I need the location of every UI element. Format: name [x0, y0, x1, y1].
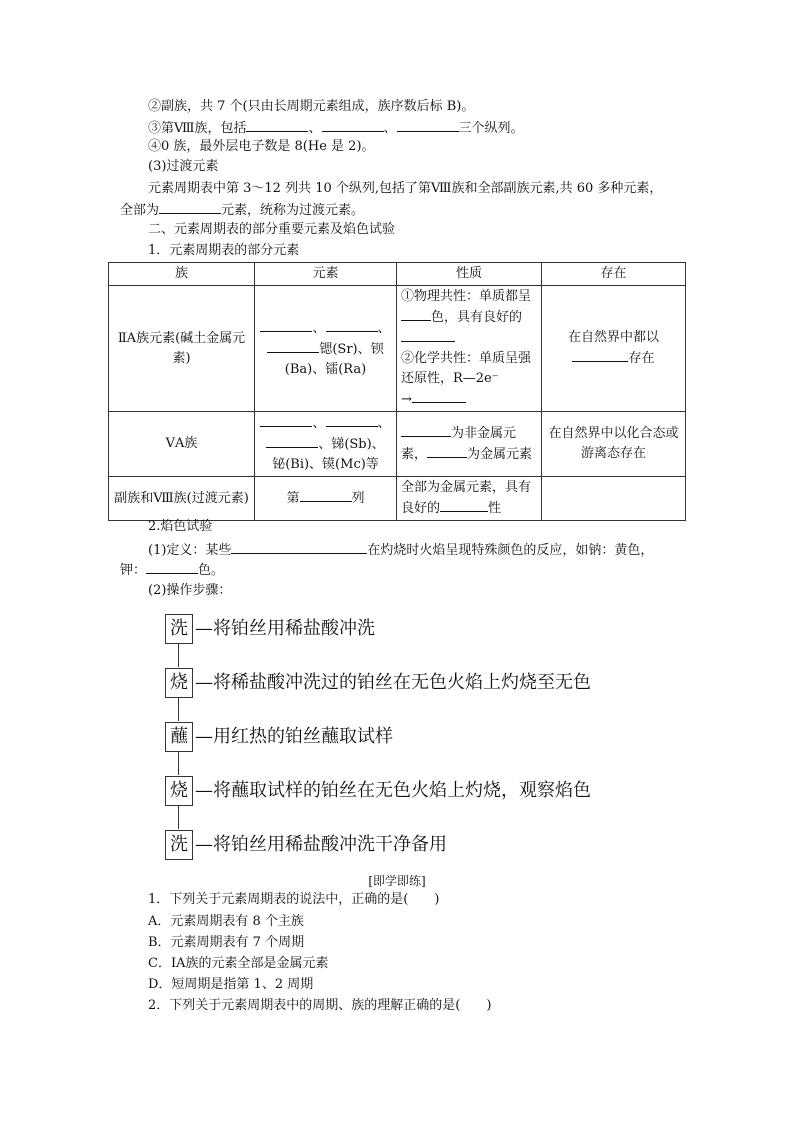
- group-cell: 副族和Ⅷ族(过渡元素): [109, 477, 255, 521]
- existence-cell: [542, 477, 686, 521]
- table-row: [109, 286, 686, 412]
- element-cell: [255, 477, 397, 521]
- element-cell: [255, 286, 397, 412]
- blank[interactable]: [266, 434, 318, 448]
- text: ①物理共性：单质都呈: [401, 289, 532, 304]
- text: 第: [286, 491, 300, 506]
- table-row: [109, 412, 686, 477]
- text: 存在: [628, 351, 655, 366]
- blank[interactable]: [300, 488, 352, 502]
- flame-potassium: [120, 560, 224, 580]
- blank[interactable]: [412, 389, 466, 403]
- table-header-row: [109, 263, 686, 286]
- separator: 、: [377, 320, 391, 336]
- text: 色，具有良好的: [431, 310, 523, 325]
- blank[interactable]: [326, 413, 378, 427]
- text: 为金属元素: [467, 447, 533, 462]
- element-table: [108, 262, 686, 521]
- separator: 、: [383, 121, 397, 136]
- blank[interactable]: [159, 200, 221, 214]
- option-d[interactable]: D．短周期是指第 1、2 周期: [148, 977, 314, 992]
- text: 色。: [198, 563, 225, 578]
- blank[interactable]: [401, 328, 455, 342]
- step-connector: [178, 643, 179, 667]
- element-cell: [255, 412, 397, 477]
- text: 锶(Sr)、钡: [319, 341, 384, 357]
- header-element: 元素: [255, 263, 397, 286]
- blank[interactable]: [246, 118, 308, 132]
- text: 全部为: [120, 203, 160, 218]
- blank[interactable]: [427, 444, 467, 458]
- blank[interactable]: [326, 318, 378, 332]
- header-existence: 存在: [542, 263, 686, 286]
- step-text: —将稀盐酸冲洗过的铂丝在无色火焰上灼烧至无色: [195, 672, 591, 693]
- text: ②化学共性：单质呈强还原性，R—2e⁻: [401, 351, 532, 386]
- group-cell: ⅤA族: [109, 412, 255, 477]
- step-key-box: 洗: [165, 830, 193, 860]
- group8-suffix: 三个纵列。: [458, 121, 524, 136]
- steps-heading: (2)操作步骤：: [148, 583, 232, 598]
- step-text: —将蘸取试样的铂丝在无色火焰上灼烧，观察焰色: [195, 780, 591, 801]
- header-group: 族: [109, 263, 255, 286]
- text: 、锑(Sb)、: [318, 437, 385, 452]
- flame-heading: 2.焰色试验: [148, 519, 213, 534]
- header-property: 性质: [397, 263, 542, 286]
- table-row: [109, 477, 686, 521]
- question-2: 2．下列关于元素周期表中的周期、族的理解正确的是( ): [148, 998, 492, 1013]
- practice-title: [即学即练]: [368, 874, 426, 888]
- blank[interactable]: [260, 318, 312, 332]
- text: 为非金属元素，: [401, 426, 517, 462]
- blank[interactable]: [260, 413, 312, 427]
- text: 列: [351, 491, 365, 506]
- blank[interactable]: [401, 423, 451, 437]
- text: 钾：: [120, 563, 147, 578]
- text: 全部为金属元素，具有良好的: [401, 480, 532, 516]
- group0-line: ④0 族，最外层电子数是 8(He 是 2)。: [148, 139, 375, 154]
- step-connector: [178, 751, 179, 775]
- transition-body-2: [120, 200, 364, 220]
- step-key-box: 烧: [165, 668, 193, 698]
- group-cell: ⅡA族元素(碱土金属元素): [109, 286, 255, 412]
- flame-definition: [148, 540, 653, 560]
- text: 在灼烧时火焰呈现特殊颜色的反应，如钠：黄色，: [367, 543, 654, 558]
- step-text: —用红热的铂丝蘸取试样: [195, 726, 393, 747]
- text: 铋(Bi)、镆(Mc)等: [272, 457, 379, 472]
- transition-body-1: 元素周期表中第 3～12 列共 10 个纵列,包括了第Ⅷ族和全部副族元素,共 60 多种元素，: [148, 181, 663, 196]
- option-b[interactable]: B．元素周期表有 7 个周期: [148, 935, 305, 950]
- option-a[interactable]: A．元素周期表有 8 个主族: [148, 914, 304, 929]
- step-key-box: 蘸: [165, 722, 193, 752]
- option-c[interactable]: C．ⅠA族的元素全部是金属元素: [148, 956, 329, 971]
- question-1: 1．下列关于元素周期表的说法中，正确的是( ): [148, 892, 440, 907]
- blank[interactable]: [231, 540, 367, 554]
- subgroup-line: ②副族，共 7 个(只由长周期元素组成，族序数后标 B)。: [148, 99, 475, 114]
- step-text: —将铂丝用稀盐酸冲洗: [195, 618, 375, 639]
- step-connector: [178, 697, 179, 721]
- step-text: —将铂丝用稀盐酸冲洗干净备用: [195, 834, 447, 855]
- existence-cell: [542, 286, 686, 412]
- existence-cell: 在自然界中以化合态或游离态存在: [542, 412, 686, 477]
- transition-heading: (3)过渡元素: [148, 159, 219, 174]
- property-cell: [397, 412, 542, 477]
- separator: 、: [377, 416, 391, 431]
- separator: 、: [308, 121, 322, 136]
- text: (Ba)、镭(Ra): [284, 361, 367, 377]
- separator: 、: [312, 416, 326, 431]
- step-key-box: 烧: [165, 776, 193, 806]
- blank[interactable]: [397, 118, 459, 132]
- arrow: →: [401, 392, 412, 407]
- text: 性: [488, 501, 502, 516]
- property-cell: [397, 477, 542, 521]
- blank[interactable]: [572, 348, 628, 362]
- separator: 、: [312, 320, 326, 336]
- section2-heading: 二、元素周期表的部分重要元素及焰色试验: [148, 222, 396, 237]
- blank[interactable]: [267, 339, 319, 353]
- blank[interactable]: [322, 118, 384, 132]
- step-key-box: 洗: [165, 614, 193, 644]
- text: 元素，统称为过渡元素。: [221, 203, 365, 218]
- text: (1)定义：某些: [148, 543, 232, 558]
- blank[interactable]: [440, 498, 488, 512]
- blank[interactable]: [401, 307, 431, 321]
- step-connector: [178, 805, 179, 829]
- group8-prefix: ③第Ⅷ族，包括: [148, 121, 247, 136]
- property-cell: [397, 286, 542, 412]
- group8-line: [148, 118, 524, 138]
- section2-sub1: 1．元素周期表的部分元素: [148, 243, 300, 258]
- blank[interactable]: [146, 560, 198, 574]
- text: 在自然界中都以: [567, 330, 659, 345]
